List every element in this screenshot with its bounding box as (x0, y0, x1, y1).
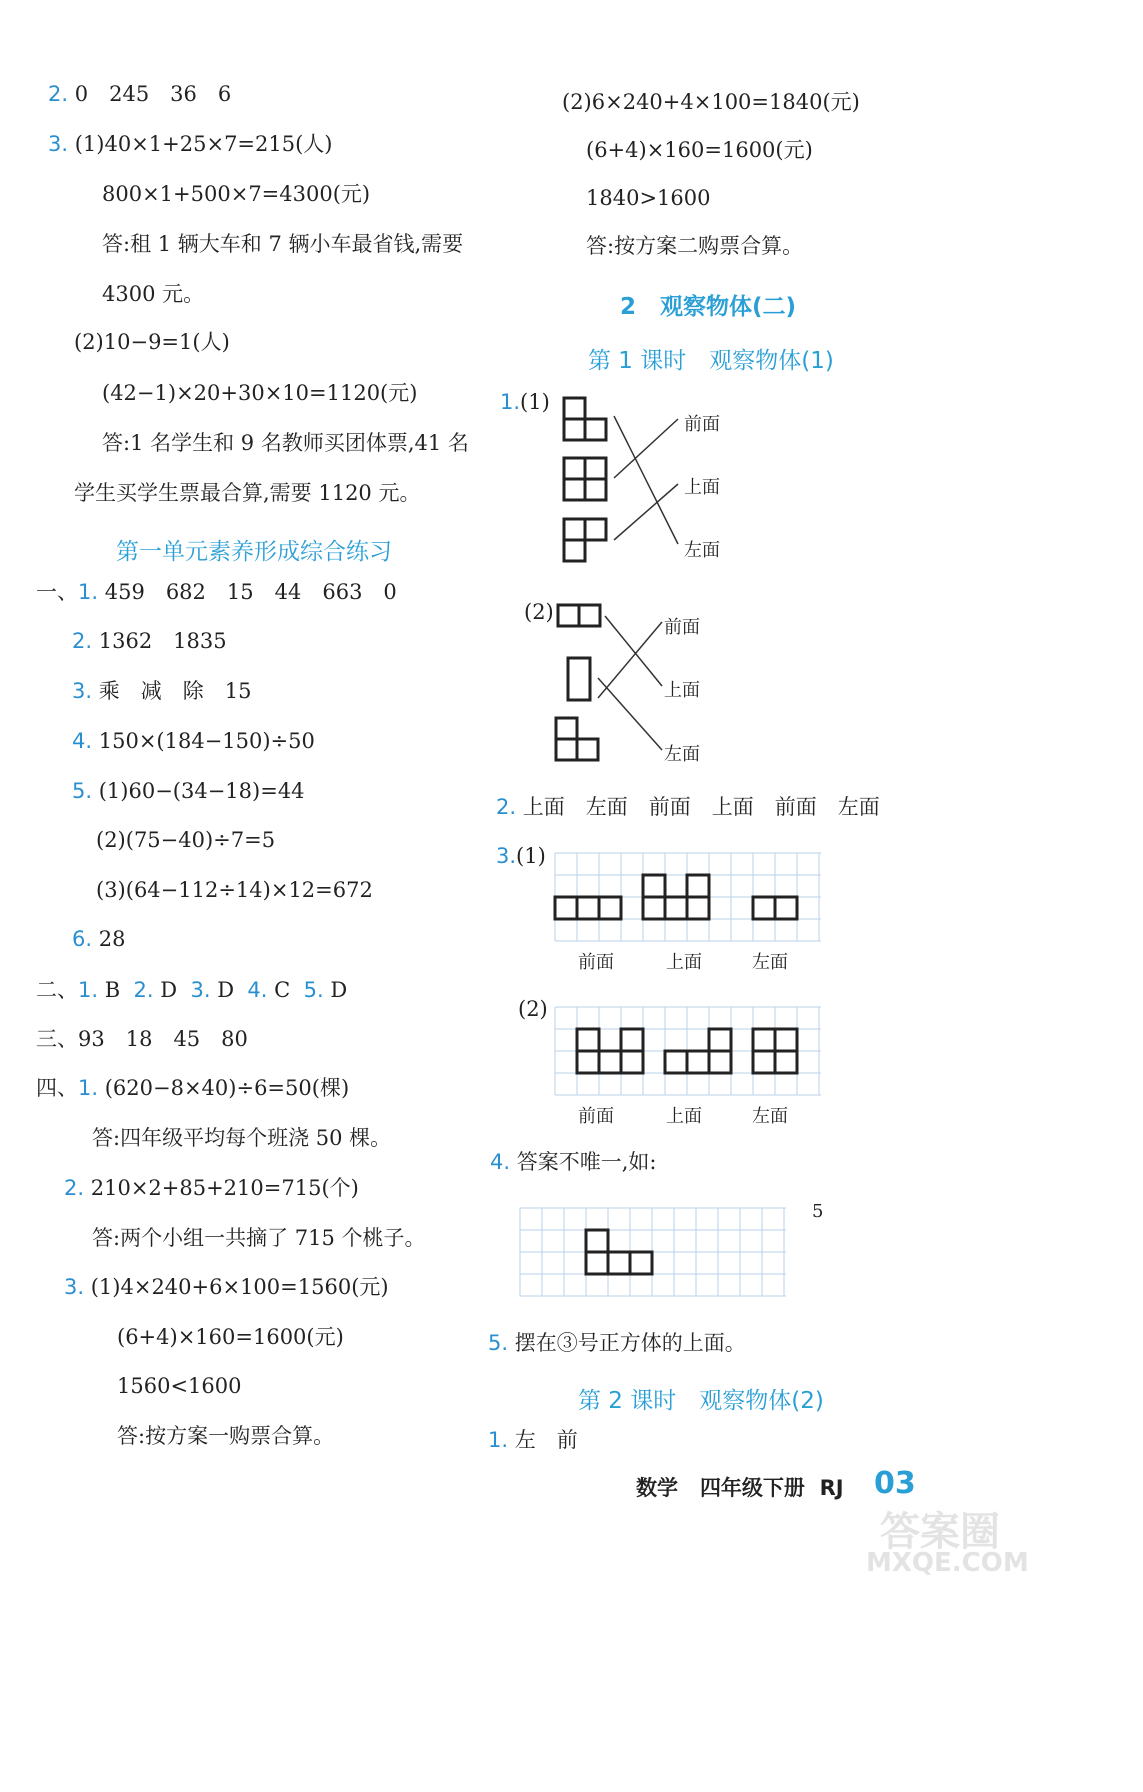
answer-line (72, 681, 251, 702)
question-number (496, 846, 546, 867)
choice-answer: C (274, 978, 291, 1002)
answer-text: 459 682 15 44 663 0 (104, 580, 397, 604)
match-line (598, 678, 662, 750)
item-number: 2. (133, 978, 154, 1002)
square (630, 1252, 652, 1274)
match-line (614, 419, 678, 478)
square (586, 1252, 608, 1274)
footer-grade: 四年级下册 (699, 1476, 805, 1500)
view-label-front: 前面 (664, 617, 700, 638)
sub-part-label: (2) (524, 600, 554, 624)
item-number: 3. (190, 978, 211, 1002)
answer-line: 1560<1600 (117, 1374, 242, 1398)
item-number: 3. (72, 679, 93, 703)
square (564, 519, 585, 540)
square (599, 1051, 621, 1073)
footer-subject: 数学 (636, 1476, 678, 1500)
square (564, 458, 585, 479)
answer-line (72, 929, 125, 950)
item-number: 1. (78, 978, 99, 1002)
answer-line (72, 631, 227, 652)
square (775, 897, 797, 919)
answer-text: 28 (98, 927, 126, 951)
answer-line: (42−1)×20+30×10=1120(元) (102, 381, 418, 405)
answer-line (36, 582, 397, 603)
choice-answer: D (330, 978, 348, 1002)
square (586, 1230, 608, 1252)
answer-line (490, 1152, 656, 1173)
answer-line: (2)10−9=1(人) (74, 330, 230, 354)
square (585, 519, 606, 540)
square (555, 897, 577, 919)
choice-answer: B (104, 978, 121, 1002)
answer-line: 答:按方案一购票合算。 (117, 1424, 335, 1448)
answer-line (48, 84, 231, 105)
item-number: 3. (64, 1275, 85, 1299)
answer-text: 乘 减 除 15 (98, 679, 252, 703)
item-number: 5. (72, 779, 93, 803)
unit-number: 2 (620, 294, 637, 320)
answer-line (64, 1178, 359, 1199)
unit-title (620, 288, 796, 321)
answer-text: 1362 1835 (98, 629, 227, 653)
square (621, 1051, 643, 1073)
answer-line (36, 1029, 248, 1050)
answer-text: 210×2+85+210=715(个) (90, 1176, 359, 1200)
view-label-top: 上面 (684, 477, 720, 498)
answer-line: 学生买学生票最合算,需要 1120 元。 (74, 481, 421, 505)
answer-text: 150×(184−150)÷50 (98, 729, 315, 753)
sub-part-label: (1) (520, 390, 550, 414)
square (579, 605, 600, 626)
square (753, 897, 775, 919)
item-number: 1. (500, 390, 521, 414)
answer-line (488, 1430, 578, 1451)
square (564, 540, 585, 561)
square (564, 419, 585, 440)
answer-line: 4300 元。 (102, 282, 205, 306)
match-line (614, 484, 678, 540)
answer-line: 答:按方案二购票合算。 (586, 234, 804, 258)
watermark-url: MXQE.COM (866, 1548, 1029, 1578)
item-number: 1. (78, 1076, 99, 1100)
square (585, 479, 606, 500)
square (585, 419, 606, 440)
answer-line: (2)6×240+4×100=1840(元) (562, 90, 860, 114)
answer-text: 0 245 36 6 (74, 82, 232, 106)
answer-text: (1)4×240+6×100=1560(元) (90, 1275, 389, 1299)
answer-line (36, 1078, 349, 1099)
answer-text: 摆在③号正方体的上面。 (514, 1331, 746, 1355)
answer-text: (1)60−(34−18)=44 (98, 779, 305, 803)
square (753, 1029, 775, 1051)
square (599, 897, 621, 919)
lesson-title: 第 2 课时 观察物体(2) (578, 1388, 824, 1414)
q1-part2-figures (550, 600, 670, 770)
answer-line (72, 731, 315, 752)
q4-grid (520, 1208, 790, 1300)
square (643, 897, 665, 919)
section-title: 第一单元素养形成综合练习 (116, 539, 392, 565)
item-number: 4. (72, 729, 93, 753)
answer-line (496, 797, 880, 818)
item-number: 2. (64, 1176, 85, 1200)
answer-text: 答案不唯一,如: (516, 1150, 657, 1174)
answer-text: (620−8×40)÷6=50(棵) (104, 1076, 350, 1100)
q1-part1-figures (556, 394, 686, 574)
match-line (614, 416, 678, 544)
square (687, 875, 709, 897)
footer-book-info (636, 1472, 844, 1502)
margin-mark: 5 (812, 1201, 824, 1222)
item-number: 4. (490, 1150, 511, 1174)
answer-line: 答:两个小组一共摘了 715 个桃子。 (92, 1226, 426, 1250)
square (564, 479, 585, 500)
section-prefix: 一、 (36, 580, 78, 604)
square (687, 1051, 709, 1073)
answer-line: 1840>1600 (586, 186, 711, 210)
answer-line (64, 1277, 389, 1298)
answer-line (488, 1333, 746, 1354)
square (643, 875, 665, 897)
square (564, 398, 585, 419)
view-label-left: 左面 (684, 540, 720, 561)
section-prefix: 三、 (36, 1027, 78, 1051)
item-number: 3. (48, 132, 69, 156)
square (585, 458, 606, 479)
item-number: 2. (72, 629, 93, 653)
q3-part1-grid (555, 853, 821, 945)
square (775, 1029, 797, 1051)
answer-line: 答:四年级平均每个班浇 50 棵。 (92, 1126, 392, 1150)
square (753, 1051, 775, 1073)
view-label-top: 上面 (664, 680, 700, 701)
answer-line: (2)(75−40)÷7=5 (96, 828, 276, 852)
square (577, 1051, 599, 1073)
square (621, 1029, 643, 1051)
footer-edition: RJ (819, 1476, 844, 1500)
answer-line: 答:租 1 辆大车和 7 辆小车最省钱,需要 (102, 232, 464, 256)
q3-part2-grid (555, 1007, 821, 1099)
match-line (598, 622, 662, 698)
answer-text: 上面 左面 前面 上面 前面 左面 (522, 795, 880, 819)
view-label-front: 前面 (578, 1106, 614, 1127)
unit-title-text: 观察物体(二) (660, 294, 797, 320)
item-number: 4. (247, 978, 268, 1002)
answer-text: (1)40×1+25×7=215(人) (74, 132, 333, 156)
item-number: 6. (72, 927, 93, 951)
view-label-left: 左面 (664, 744, 700, 765)
square (665, 1051, 687, 1073)
square (608, 1252, 630, 1274)
square (687, 897, 709, 919)
sub-part-label: (1) (516, 844, 546, 868)
square (709, 1029, 731, 1051)
choice-answer: D (160, 978, 178, 1002)
answer-text: 左 前 (514, 1428, 578, 1452)
answer-line: (6+4)×160=1600(元) (117, 1325, 344, 1349)
answer-line: 800×1+500×7=4300(元) (102, 182, 371, 206)
view-label-top: 上面 (666, 952, 702, 973)
square (775, 1051, 797, 1073)
choice-answer: D (217, 978, 235, 1002)
question-number (500, 392, 550, 413)
answer-line (48, 134, 333, 155)
answer-line: (6+4)×160=1600(元) (586, 138, 813, 162)
square (577, 1029, 599, 1051)
lesson-title: 第 1 课时 观察物体(1) (588, 348, 834, 374)
section-prefix: 二、 (36, 978, 78, 1002)
square (709, 1051, 731, 1073)
answer-line: 答:1 名学生和 9 名教师买团体票,41 名 (102, 431, 469, 455)
item-number: 1. (488, 1428, 509, 1452)
view-label-left: 左面 (752, 952, 788, 973)
square (556, 739, 577, 760)
answer-text: 93 18 45 80 (78, 1027, 248, 1051)
answer-line: (3)(64−112÷14)×12=672 (96, 878, 373, 902)
item-number: 2. (48, 82, 69, 106)
square (558, 605, 579, 626)
view-label-front: 前面 (684, 414, 720, 435)
section-prefix: 四、 (36, 1076, 78, 1100)
tall-rect (568, 658, 590, 700)
answer-line (72, 781, 305, 802)
sub-part-label: (2) (518, 997, 548, 1021)
view-label-front: 前面 (578, 952, 614, 973)
square (577, 739, 598, 760)
page-number: 03 (874, 1466, 916, 1501)
view-label-top: 上面 (666, 1106, 702, 1127)
item-number: 5. (303, 978, 324, 1002)
watermark-logo: 答案圈 (880, 1509, 1000, 1555)
square (665, 897, 687, 919)
multiple-choice-answers (36, 980, 347, 1001)
item-number: 5. (488, 1331, 509, 1355)
item-number: 3. (496, 844, 517, 868)
square (556, 718, 577, 739)
item-number: 1. (78, 580, 99, 604)
view-label-left: 左面 (752, 1106, 788, 1127)
item-number: 2. (496, 795, 517, 819)
square (577, 897, 599, 919)
match-line (605, 616, 662, 686)
